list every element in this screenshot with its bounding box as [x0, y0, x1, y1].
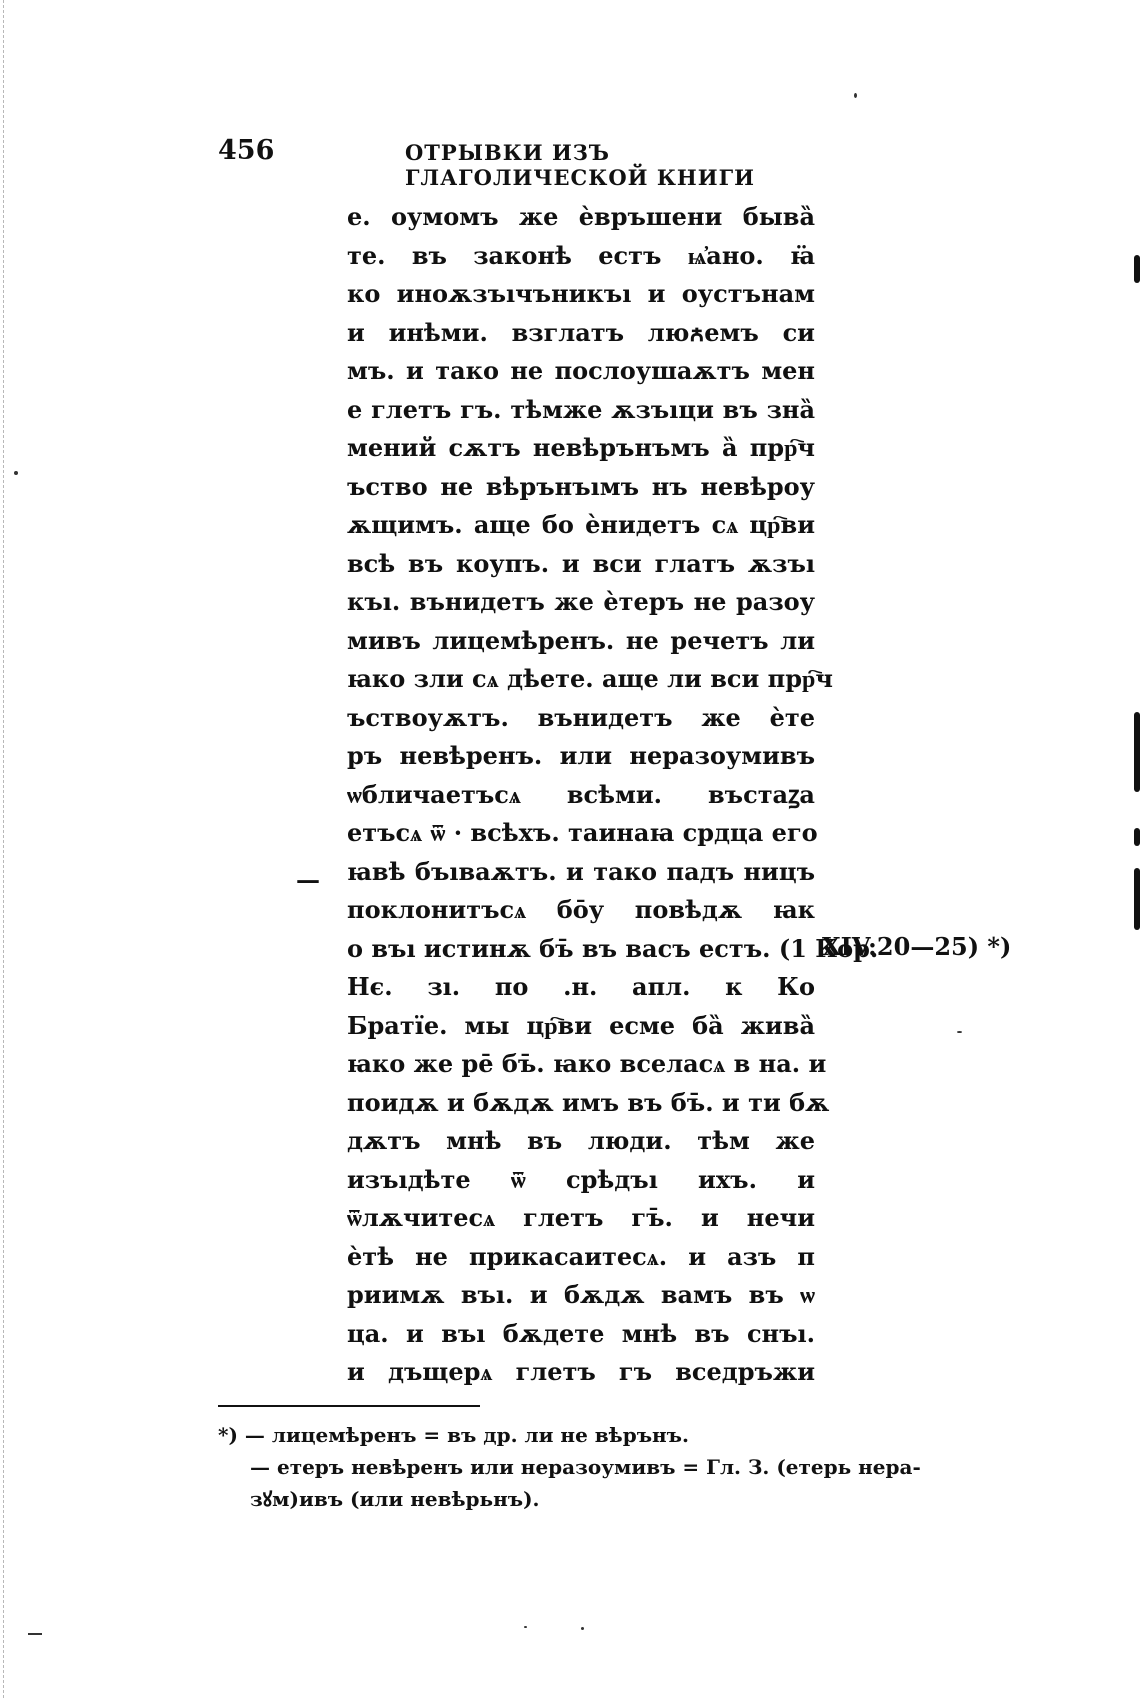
scan-speck	[581, 1627, 584, 1630]
text-line: всѣ въ коупъ. и вси глатъ ѫзъı	[347, 548, 815, 578]
text-line: и инѣми. взглатъ люꙉемъ си	[347, 317, 815, 347]
footnote-line: зꙋм)ивъ (или невѣрьнъ).	[250, 1487, 540, 1511]
footnote-line: — етеръ невѣренъ или неразоумивъ = Гл. З. (етерь нера-	[250, 1455, 921, 1479]
text-line: дѫтъ мнѣ въ люди. тѣм же	[347, 1126, 815, 1155]
scan-speck	[854, 93, 857, 98]
footnote-line: *) — лицемѣренъ = въ др. ли не вѣрънъ.	[218, 1423, 689, 1447]
text-line: ѿлѫчитесѧ глетъ гъ̄. и нечи	[347, 1203, 815, 1232]
text-line: Братїе. мы цр҇ви есме бȁ живȁ	[347, 1010, 815, 1040]
text-line: и дъщерѧ глетъ гъ вседръжи	[347, 1357, 815, 1386]
text-line: е. оумомъ же ѐвръшени бывȁ	[347, 202, 815, 231]
page-header	[218, 135, 828, 190]
glagolitic-transcription	[347, 198, 879, 1392]
scan-speck	[524, 1626, 527, 1628]
footnote-rule	[218, 1405, 480, 1407]
text-line: мивъ лицемѣренъ. не речетъ ли	[347, 625, 815, 655]
text-line: къı. вънидетъ же ѐтеръ не разоу	[347, 587, 815, 616]
text-line: ѫщимъ. аще бо ѐнидетъ сѧ цр҇ви	[347, 510, 815, 539]
text-line: ъство не вѣрънъıмъ нъ невѣроу	[347, 471, 815, 501]
text-line: риимѫ въı. и бѫдѫ вамъ въ ѡ	[347, 1280, 815, 1309]
text-line: поклонитъсѧ бо̄у повѣдѫ ꙗк	[347, 895, 815, 924]
text-line: ꙗко же ре̄ бъ̄. ꙗко вселасѧ в на. и	[347, 1049, 827, 1078]
text-line: изъıдѣте ѿ срѣдъı ихъ. и	[347, 1164, 815, 1194]
text-line: ѐтѣ не прикасаитесѧ. и азъ п	[347, 1241, 815, 1271]
scan-speck	[28, 1633, 42, 1635]
citation-tail: XIV:20—25) *)	[822, 932, 1012, 961]
text-line: мъ. и тако не послоушаѫтъ мен	[347, 356, 815, 385]
text-line: ъствоуѫтъ. вънидетъ же ѐте	[347, 702, 815, 732]
text-line: те. въ законѣ естъ ѩ҆ано. ꙗ̈	[347, 240, 815, 270]
page-edge-left	[3, 0, 5, 1698]
scan-edge-mark	[1134, 868, 1140, 930]
text-line: ко инoѫзъıчъникъı и оустънам	[347, 279, 815, 308]
page-number: 456	[218, 135, 275, 166]
text-line: ръ невѣренъ. или неразоумивъ	[347, 741, 815, 770]
text-line: мений сѫтъ невѣрънъмъ ȁ прр҇ч	[347, 433, 815, 462]
scan-edge-mark	[1134, 255, 1140, 283]
text-line: о въı истинѫ бъ̄ въ васъ естъ. (1 Кор.	[347, 933, 879, 963]
text-line: етъсѧ ѿ · всѣхъ. таинаꙗ срдца его	[347, 818, 818, 847]
text-line: ца. и въı бѫдете мнѣ въ снъı.	[347, 1318, 815, 1348]
text-line: поидѫ и бѫдѫ имъ въ бъ̄. и ти бѫ	[347, 1087, 830, 1117]
text-line: ѡбличаетъсѧ всѣми. въстаꙁа	[347, 779, 815, 809]
text-line: ꙗвѣ бъıваѫтъ. и тако падъ ницъ	[347, 856, 815, 886]
running-title: ОТРЫВКИ ИЗЪ ГЛАГОЛИЧЕСКОЙ КНИГИ	[405, 140, 755, 190]
text-line: ꙗко зли сѧ дѣете. аще ли вси прр҇ч	[347, 664, 833, 693]
scan-edge-mark	[1134, 828, 1140, 846]
margin-dash: —	[296, 865, 320, 894]
text-line: Нє. зı. по .н. апл. к Ко	[347, 972, 815, 1001]
scan-speck	[957, 1031, 962, 1033]
scan-speck	[14, 471, 18, 475]
scan-edge-mark	[1134, 712, 1140, 792]
text-line: е глетъ гъ. тѣмже ѫзъıци въ знȁ	[347, 394, 815, 424]
